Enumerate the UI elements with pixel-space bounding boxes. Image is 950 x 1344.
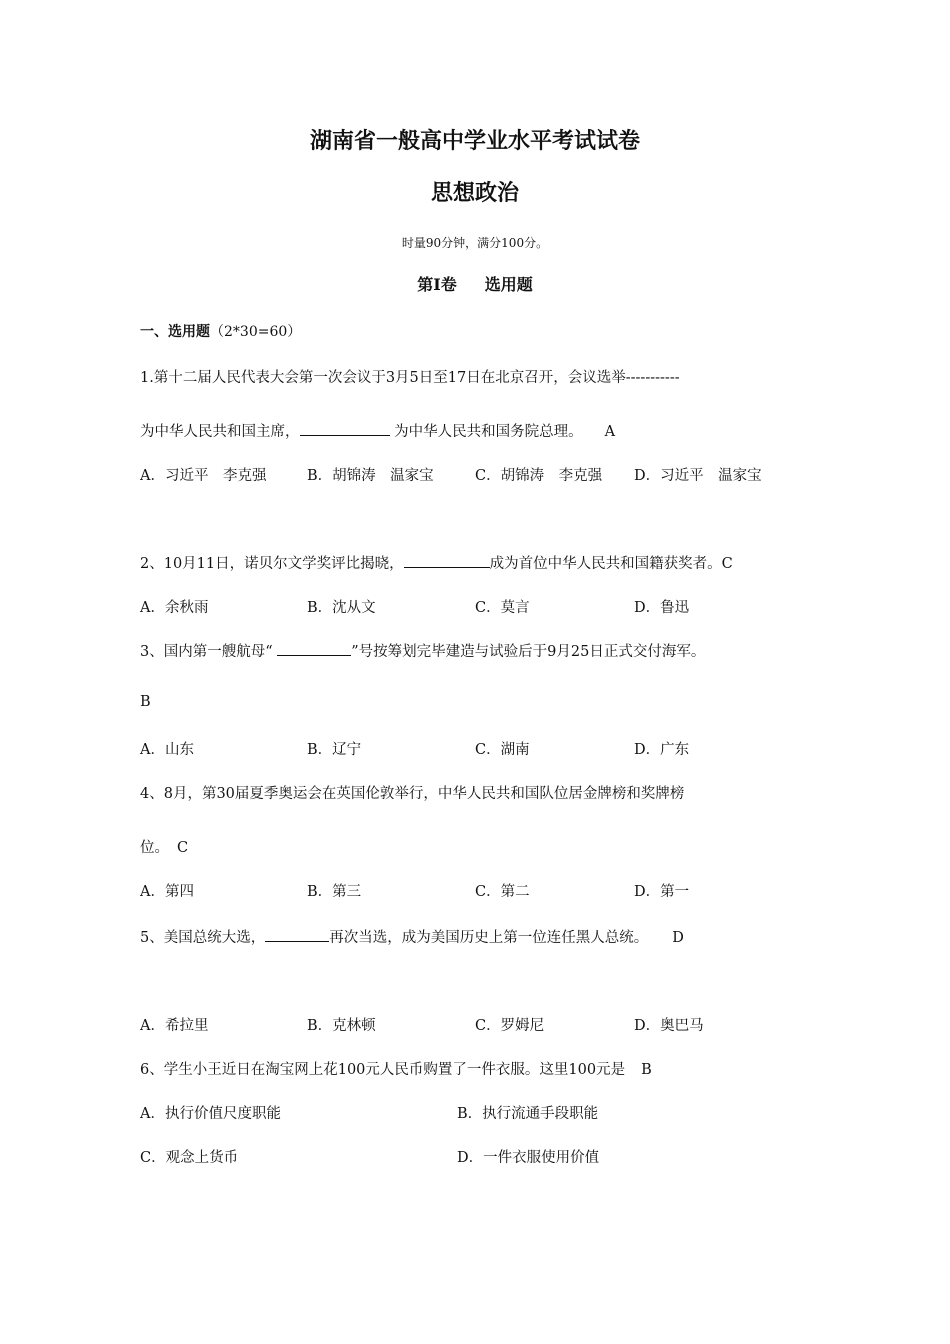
section-heading	[0, 272, 950, 295]
section-label: 第Ⅰ卷	[417, 275, 457, 294]
answer-blank	[265, 927, 329, 942]
question-3-line-1: 3、国内第一艘航母“ ”号按筹划完毕建造与试验后于9月25日正式交付海军。	[140, 640, 705, 661]
question-5-option-b: B．克林顿	[307, 1018, 376, 1034]
question-6-line-1: 6、学生小王近日在淘宝网上花100元人民币购置了一件衣服。这里100元是 B	[140, 1062, 652, 1078]
part-score: （2*30=60）	[210, 324, 302, 340]
answer-blank	[277, 641, 351, 656]
answer-blank	[404, 553, 490, 568]
question-2-option-d: D．鲁迅	[634, 600, 690, 616]
question-3-answer: B	[140, 694, 151, 710]
section-type: 选用题	[484, 275, 533, 294]
question-4-answer: C	[177, 840, 189, 856]
question-1-line-1: 1.第十二届人民代表大会第一次会议于3月5日至17日在北京召开，会议选举-----------	[140, 370, 680, 386]
question-5-option-a: A．希拉里	[140, 1018, 209, 1034]
question-2-answer: C	[721, 556, 733, 572]
question-6-answer: B	[641, 1062, 652, 1078]
question-1-option-a: A．习近平 李克强	[140, 468, 267, 484]
question-1-answer: A	[604, 424, 616, 440]
question-5-option-c: C．罗姆尼	[475, 1018, 545, 1034]
question-1-option-b: B．胡锦涛 温家宝	[307, 468, 434, 484]
question-2-option-b: B．沈从文	[307, 600, 376, 616]
question-4-option-a: A．第四	[140, 884, 194, 900]
question-3-option-d: D．广东	[634, 742, 690, 758]
question-4-option-d: D．第一	[634, 884, 690, 900]
part-one-heading	[140, 321, 301, 341]
question-3-option-b: B．辽宁	[307, 742, 362, 758]
question-2-option-c: C．莫言	[475, 600, 530, 616]
exam-subject: 思想政治	[430, 180, 519, 206]
part-label: 一、选用题	[140, 324, 210, 340]
question-5-line-1: 5、美国总统大选， 再次当选，成为美国历史上第一位连任黑人总统。 D	[140, 926, 684, 947]
question-2-option-a: A．余秋雨	[140, 600, 209, 616]
question-4-option-b: B．第三	[307, 884, 362, 900]
answer-blank	[300, 421, 390, 436]
question-3-option-a: A．山东	[140, 742, 194, 758]
question-6-option-d: D．一件衣服使用价值	[457, 1150, 600, 1166]
question-6-option-a: A．执行价值尺度职能	[140, 1106, 281, 1122]
exam-meta: 时量90分钟，满分100分。	[401, 236, 549, 250]
question-2-line-1: 2、10月11日，诺贝尔文学奖评比揭晓， 成为首位中华人民共和国籍获奖者。C	[140, 552, 733, 573]
exam-title: 湖南省一般高中学业水平考试试卷	[309, 128, 640, 154]
question-5-option-d: D．奥巴马	[634, 1018, 704, 1034]
question-4-option-c: C．第二	[475, 884, 530, 900]
question-5-answer: D	[672, 930, 684, 946]
question-1-option-d: D．习近平 温家宝	[634, 468, 762, 484]
question-1-line-2: 为中华人民共和国主席， 为中华人民共和国务院总理。 A	[140, 420, 615, 441]
question-3-option-c: C．湖南	[475, 742, 530, 758]
question-4-line-2: 位。 C	[140, 840, 189, 856]
question-6-option-c: C．观念上货币	[140, 1150, 239, 1166]
question-4-line-1: 4、8月，第30届夏季奥运会在英国伦敦举行，中华人民共和国队位居金牌榜和奖牌榜	[140, 786, 685, 802]
question-6-option-b: B．执行流通手段职能	[457, 1106, 599, 1122]
question-1-option-c: C．胡锦涛 李克强	[475, 468, 603, 484]
